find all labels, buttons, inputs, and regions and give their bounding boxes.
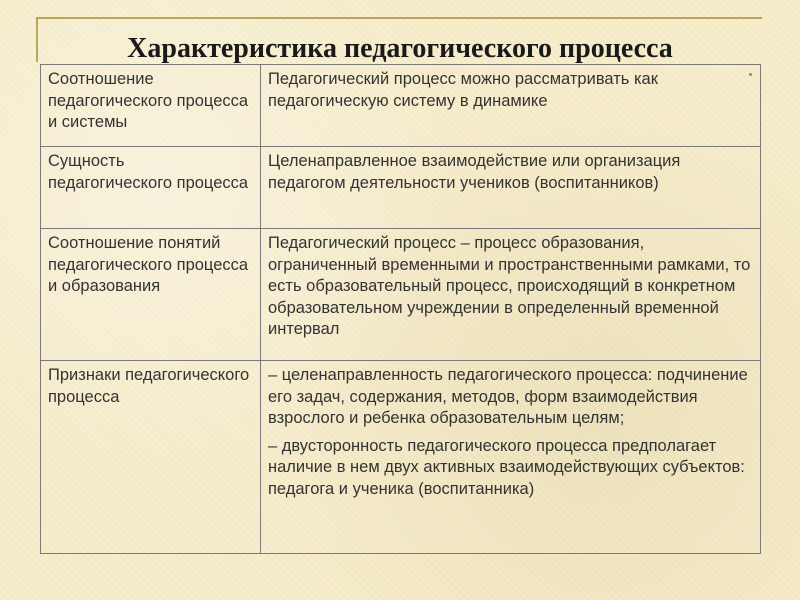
term-cell: Признаки педагогического процесса bbox=[41, 361, 261, 554]
definition-cell bbox=[261, 65, 761, 147]
definition-cell bbox=[261, 147, 761, 229]
term-cell: Сущность педагогического процесса bbox=[41, 147, 261, 229]
decorative-vertical-line bbox=[36, 17, 38, 62]
definition-cell bbox=[261, 229, 761, 361]
table-row bbox=[41, 65, 761, 147]
definition-text: Педагогический процесс можно рассматривать как педагогическую систему в динамике bbox=[268, 70, 658, 110]
definition-text: Целенаправленное взаимодействие или организация педагогом деятельности учеников (воспитанников) bbox=[268, 152, 681, 192]
decorative-dot bbox=[749, 73, 752, 76]
definition-text: – двусторонность педагогического процесса предполагает наличие в нем двух активных взаимодействующих субъектов: педагога и ученика (воспитанника) bbox=[268, 436, 745, 498]
table-row bbox=[41, 361, 761, 554]
table-row bbox=[41, 147, 761, 229]
table-row bbox=[41, 229, 761, 361]
characteristics-table bbox=[40, 64, 761, 554]
definition-text: Педагогический процесс – процесс образования, ограниченный временными и пространственными рамками, то есть образовательный процесс, происходящий в конкретном образовательном учреждении в определенный временной интервал bbox=[268, 234, 751, 338]
definition-cell bbox=[261, 361, 761, 554]
decorative-horizontal-line bbox=[36, 17, 762, 19]
term-cell: Соотношение педагогического процесса и системы bbox=[41, 65, 261, 147]
page-title: Характеристика педагогического процесса bbox=[127, 33, 673, 64]
term-cell: Соотношение понятий педагогического процесса и образования bbox=[41, 229, 261, 361]
definition-text: – целенаправленность педагогического процесса: подчинение его задач, содержания, методов, форм взаимодействия взрослого и ребенка образовательным целям; bbox=[268, 366, 748, 428]
